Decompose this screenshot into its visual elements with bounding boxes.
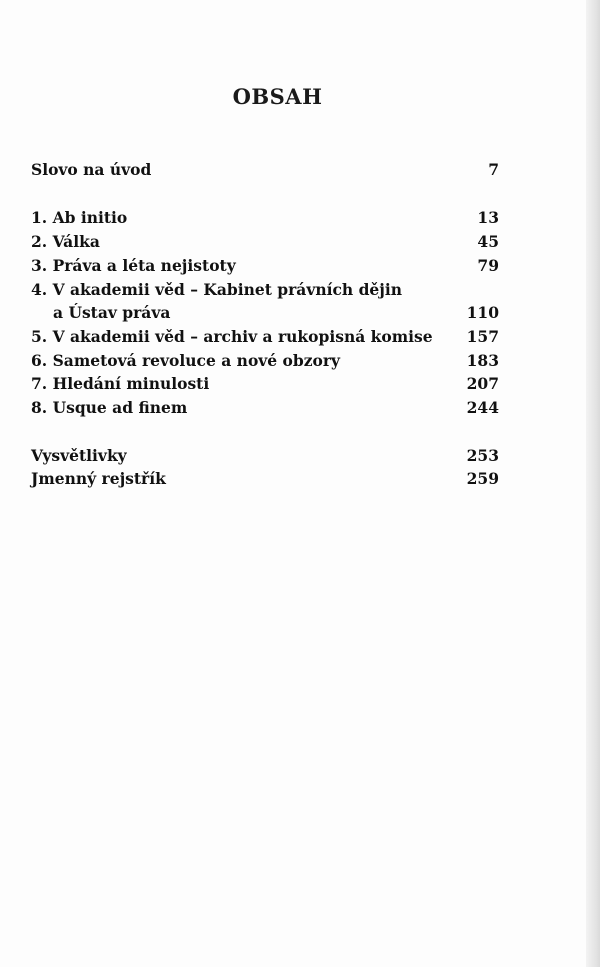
toc-entry-label: 6. Sametová revoluce a nové obzory: [31, 351, 341, 370]
toc-entry-label: 2. Válka: [31, 232, 100, 251]
toc-entry-label: 4. V akademii věd – Kabinet právních dějin: [31, 280, 403, 299]
toc-entry-foreword: [31, 158, 499, 182]
toc-entry-page: 207: [466, 374, 499, 393]
page-title: OBSAH: [232, 84, 323, 109]
toc-entry-page: 259: [466, 469, 499, 488]
toc-entry-page: 183: [466, 351, 499, 370]
toc-entry-label: 5. V akademii věd – archiv a rukopisná komise: [31, 327, 433, 346]
toc-entry-page: 45: [477, 232, 499, 251]
toc-entry-page: 110: [466, 303, 499, 322]
toc-entry-chapter-4-continued: [31, 301, 499, 325]
toc-entry-chapter-2: [31, 230, 499, 254]
toc-entry-label: 3. Práva a léta nejistoty: [31, 256, 236, 275]
toc-entry-page: 79: [477, 256, 499, 275]
toc-entry-chapter-4: [31, 278, 499, 302]
toc-entry-chapter-1: [31, 206, 499, 230]
toc-entry-page: 253: [466, 446, 499, 465]
toc-entry-notes: [31, 444, 499, 468]
toc-entry-chapter-6: [31, 349, 499, 373]
toc-entry-index: [31, 467, 499, 491]
toc-entry-page: 7: [488, 160, 499, 179]
toc-entry-label: 8. Usque ad finem: [31, 398, 188, 417]
toc-entry-chapter-5: [31, 325, 499, 349]
toc-entry-label: 1. Ab initio: [31, 208, 128, 227]
toc-entry-chapter-3: [31, 254, 499, 278]
toc-entry-label: Jmenný rejstřík: [31, 469, 166, 488]
toc-entry-label: 7. Hledání minulosti: [31, 374, 210, 393]
toc-entry-chapter-7: [31, 372, 499, 396]
toc-entry-chapter-8: [31, 396, 499, 420]
toc-entry-label: Vysvětlivky: [31, 446, 127, 465]
toc-entry-label: a Ústav práva: [53, 303, 171, 322]
toc-entry-page: 13: [477, 208, 499, 227]
toc-entry-page: 244: [466, 398, 499, 417]
toc-entry-page: 157: [466, 327, 499, 346]
toc-entry-label: Slovo na úvod: [31, 160, 152, 179]
